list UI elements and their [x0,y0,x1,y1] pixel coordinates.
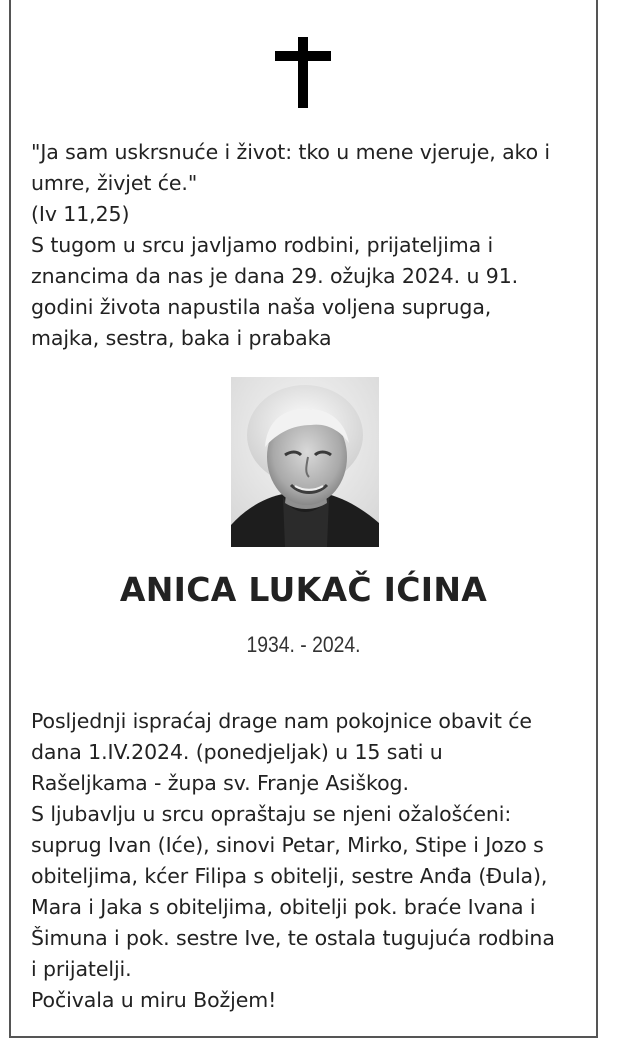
cross-icon [275,37,331,108]
details-line: suprug Ivan (Iće), sinovi Petar, Mirko, Stipe i Jozo s [31,833,544,857]
intro-line: S tugom u srcu javljamo rodbini, prijateljima i [31,233,494,257]
details-line: Šimuna i pok. sestre Ive, te ostala tugujuća rodbina [31,926,555,950]
details-line: Počivala u miru Božjem! [31,988,277,1012]
intro-line: majka, sestra, baka i prabaka [31,326,332,350]
deceased-name: ANICA LUKAČ IĆINA [119,570,488,609]
details-line: obiteljima, kćer Filipa s obitelji, sestre Anđa (Đula), [31,864,548,888]
intro-line: znancima da nas je dana 29. ožujka 2024. u 91. [31,264,519,288]
funeral-details-text [31,706,591,1016]
intro-line: (Iv 11,25) [31,202,130,226]
details-line: S ljubavlju u srcu opraštaju se njeni ožalošćeni: [31,802,512,826]
life-years: 1934. - 2024. [246,632,361,657]
intro-text [31,137,591,354]
obituary-card [9,0,598,1038]
details-line: Rašeljkama - župa sv. Franje Asiškog. [31,771,409,795]
details-line: i prijatelji. [31,957,132,981]
intro-line: "Ja sam uskrsnuće i život: tko u mene vjeruje, ako i [31,140,551,164]
intro-line: godini života napustila naša voljena supruga, [31,295,492,319]
deceased-portrait-photo [231,377,379,547]
details-line: Posljednji ispraćaj drage nam pokojnice obavit će [31,709,532,733]
intro-line: umre, živjet će." [31,171,198,195]
details-line: dana 1.IV.2024. (ponedjeljak) u 15 sati u [31,740,443,764]
details-line: Mara i Jaka s obiteljima, obitelji pok. braće Ivana i [31,895,536,919]
